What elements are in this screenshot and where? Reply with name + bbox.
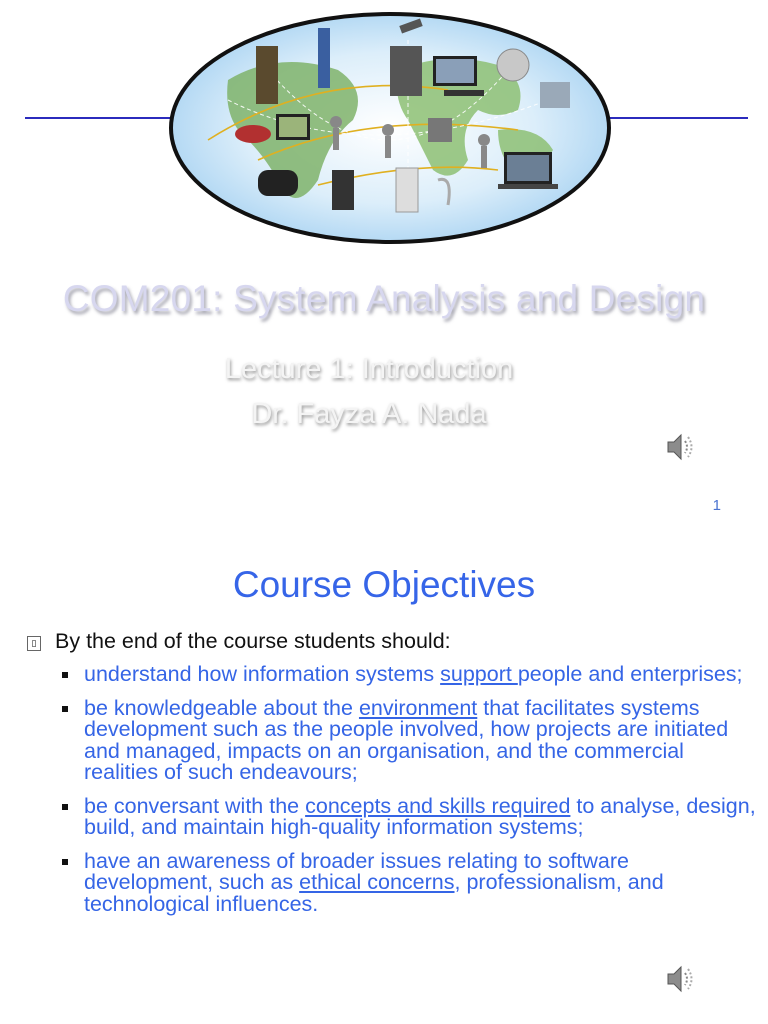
lecture-subtitle: Lecture 1: Introduction: [224, 353, 514, 385]
left-rule-line: [25, 117, 175, 119]
speaker-icon[interactable]: [664, 430, 698, 464]
lead-sentence: [27, 629, 451, 654]
lead-text: By the end of the course students should:: [55, 629, 451, 653]
square-bullet-icon: [62, 672, 68, 678]
underlined-term: environment: [358, 695, 478, 720]
underlined-term: support: [440, 662, 518, 686]
square-bullet-icon: [62, 859, 68, 865]
underlined-term: ethical concerns: [299, 870, 455, 894]
presentation-title: COM201: System Analysis and Design: [62, 278, 706, 319]
underlined-term: concepts and skills required: [305, 793, 571, 818]
list-item: have an awareness of broader issues relating to software development, such as ethical concerns, professionalism, and technological influences.: [60, 851, 760, 916]
list-item: be knowledgeable about the environment that facilitates systems development such as the people involved, how projects are initiated and managed, impacts on an organisation, and the commercial realities of such endeavours;: [60, 698, 760, 784]
objectives-list: [60, 664, 760, 927]
author-name: Dr. Fayza A. Nada: [251, 398, 487, 430]
page-number: 1: [712, 497, 721, 514]
network-globe-illustration: [168, 10, 612, 246]
right-rule-line: [606, 117, 748, 119]
objectives-slide: [0, 540, 768, 1024]
square-bullet-icon: [62, 706, 68, 712]
slide-title: Course Objectives: [232, 564, 536, 605]
missing-glyph-bullet-icon: ▯: [27, 636, 41, 651]
square-bullet-icon: [62, 804, 68, 810]
speaker-icon[interactable]: [664, 962, 698, 996]
list-item: understand how information systems support people and enterprises;: [60, 664, 760, 686]
list-item: be conversant with the concepts and skills required to analyse, design, build, and maintain high-quality information systems;: [60, 796, 760, 839]
